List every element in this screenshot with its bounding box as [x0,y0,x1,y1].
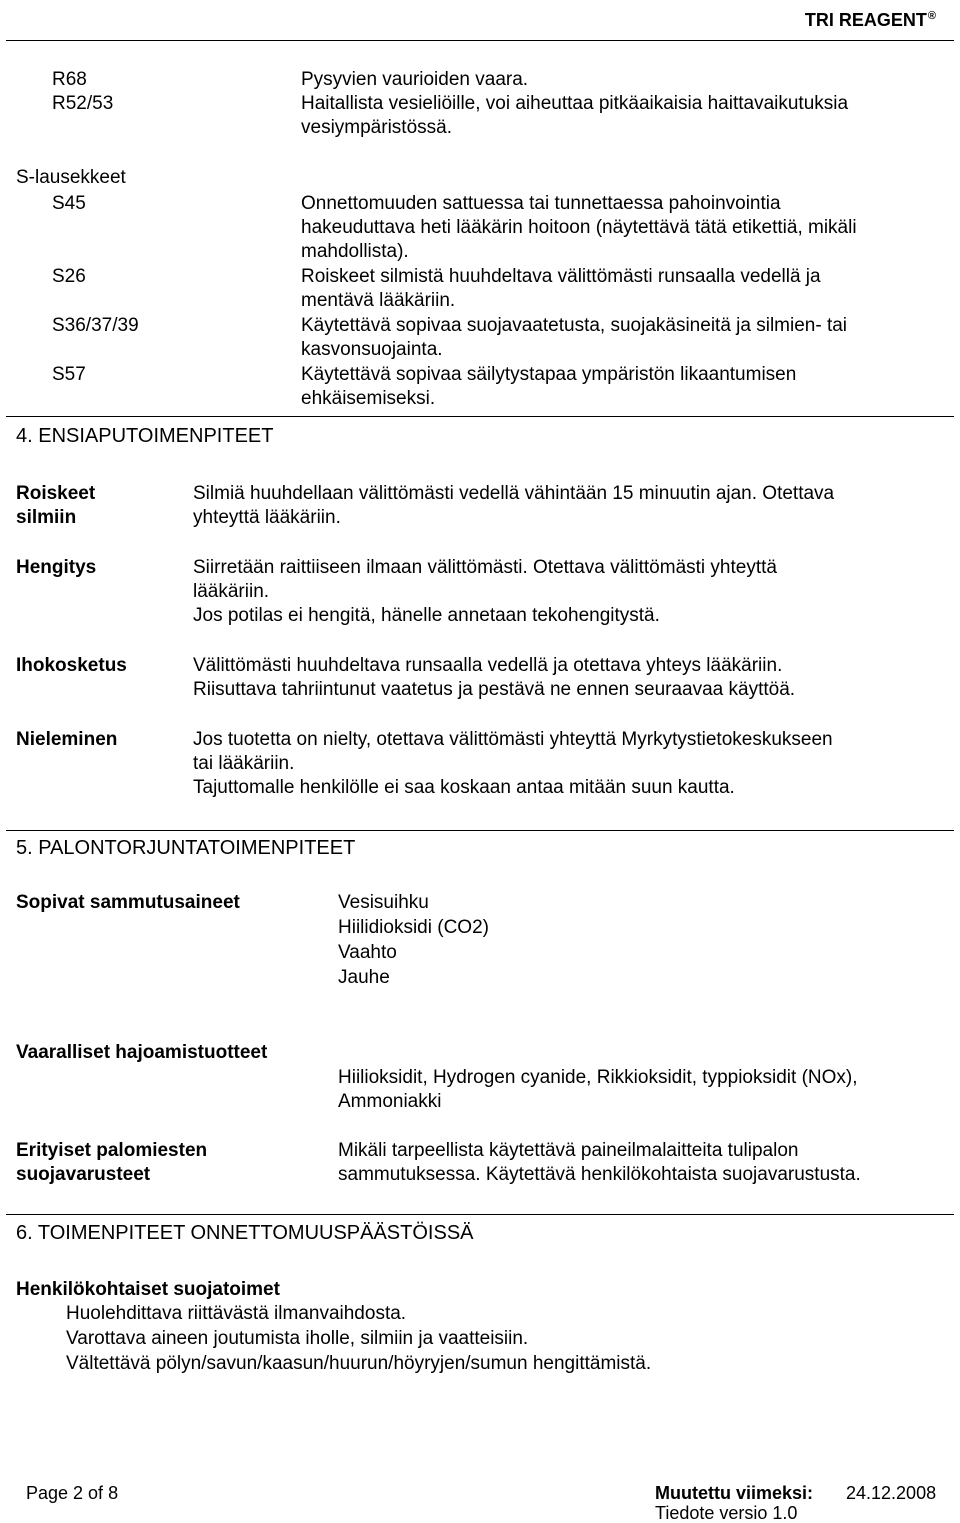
fire-label: Sopivat sammutusaineet [16,892,240,913]
first-aid-label: Roiskeet [16,483,96,504]
s-text: hakeuduttava heti lääkärin hoitoon (näytettävä tätä etikettiä, mikäli [301,217,857,238]
fire-text: Hiilioksidit, Hydrogen cyanide, Rikkioksidit, typpioksidit (NOx), [338,1067,858,1088]
first-aid-text: Jos potilas ei hengitä, hänelle annetaan tekohengitystä. [193,605,660,626]
section-rule [6,416,954,417]
modified-date: 24.12.2008 [846,1483,937,1503]
modified-label: Muutettu viimeksi: [655,1483,814,1503]
fire-label: Vaaralliset hajoamistuotteet [16,1042,268,1063]
s-section-title: S-lausekkeet [16,167,126,188]
s-text: Käytettävä sopivaa suojavaatetusta, suojakäsineitä ja silmien- tai [301,315,848,336]
protective-measure-line: Huolehdittava riittävästä ilmanvaihdosta. [66,1303,407,1324]
s-text: mahdollista). [301,241,409,262]
registered-mark: ® [927,10,936,22]
s-text: Roiskeet silmistä huuhdeltava välittömästi runsaalla vedellä ja [301,266,821,287]
document-brand [805,4,936,32]
fire-label: Erityiset palomiesten [16,1140,208,1161]
r-code: R52/53 [52,93,114,114]
first-aid-text: Riisuttava tahriintunut vaatetus ja pestävä ne ennen seuraavaa käyttöä. [193,679,796,700]
fire-text: sammutuksessa. Käytettävä henkilökohtaista suojavarustusta. [338,1164,861,1185]
r-text: vesiympäristössä. [301,117,452,138]
fire-text: Vesisuihku [338,892,429,913]
first-aid-label: silmiin [16,507,77,528]
first-aid-text: lääkäriin. [193,581,270,602]
s-text: mentävä lääkäriin. [301,290,456,311]
fire-text: Jauhe [338,967,390,988]
first-aid-text: Tajuttomalle henkilölle ei saa koskaan antaa mitään suun kautta. [193,777,735,798]
fire-text: Mikäli tarpeellista käytettävä paineilmalaitteita tulipalon [338,1140,799,1161]
protective-measure-line: Vältettävä pölyn/savun/kaasun/huurun/höyryjen/sumun hengittämistä. [66,1353,652,1374]
r-code: R68 [52,69,87,90]
s-code: S36/37/39 [52,315,139,336]
protective-measure-line: Varottava aineen joutumista iholle, silmiin ja vaatteisiin. [66,1328,529,1349]
r-text: Pysyvien vaurioiden vaara. [301,69,529,90]
fire-text: Hiilidioksidi (CO2) [338,917,489,938]
section-4-heading: 4. ENSIAPUTOIMENPITEET [16,425,274,447]
r-text: Haitallista vesieliöille, voi aiheuttaa pitkäaikaisia haittavaikutuksia [301,93,849,114]
section-6-heading: 6. TOIMENPITEET ONNETTOMUUSPÄÄSTÖISSÄ [16,1222,474,1244]
first-aid-text: Silmiä huuhdellaan välittömästi vedellä vähintään 15 minuutin ajan. Otettava [193,483,835,504]
s-code: S45 [52,193,86,214]
page-number: Page 2 of 8 [26,1483,119,1503]
first-aid-text: Siirretään raittiiseen ilmaan välittömästi. Otettava välittömästi yhteyttä [193,557,777,578]
s-text: Käytettävä sopivaa säilytystapaa ympäristön likaantumisen [301,364,797,385]
s-text: Onnettomuuden sattuessa tai tunnettaessa pahoinvointia [301,193,781,214]
section-rule [6,830,954,831]
first-aid-label: Nieleminen [16,729,118,750]
s-text: kasvonsuojainta. [301,339,443,360]
brand-name: TRI REAGENT [804,10,927,30]
fire-label: suojavarusteet [16,1164,151,1185]
protective-measures-heading: Henkilökohtaiset suojatoimet [16,1279,280,1300]
s-code: S26 [52,266,86,287]
first-aid-text: Jos tuotetta on nielty, otettava välittömästi yhteyttä Myrkytystietokeskukseen [193,729,833,750]
document-version: Tiedote versio 1.0 [655,1503,798,1523]
s-code: S57 [52,364,86,385]
first-aid-text: yhteyttä lääkäriin. [193,507,341,528]
section-rule [6,1214,954,1215]
section-5-heading: 5. PALONTORJUNTATOIMENPITEET [16,837,356,859]
first-aid-text: tai lääkäriin. [193,753,295,774]
first-aid-label: Ihokosketus [16,655,127,676]
first-aid-text: Välittömästi huuhdeltava runsaalla vedellä ja otettava yhteys lääkäriin. [193,655,783,676]
fire-text: Ammoniakki [338,1091,442,1112]
header-rule [6,40,954,41]
fire-text: Vaahto [338,942,397,963]
s-text: ehkäisemiseksi. [301,388,436,409]
first-aid-label: Hengitys [16,557,97,578]
